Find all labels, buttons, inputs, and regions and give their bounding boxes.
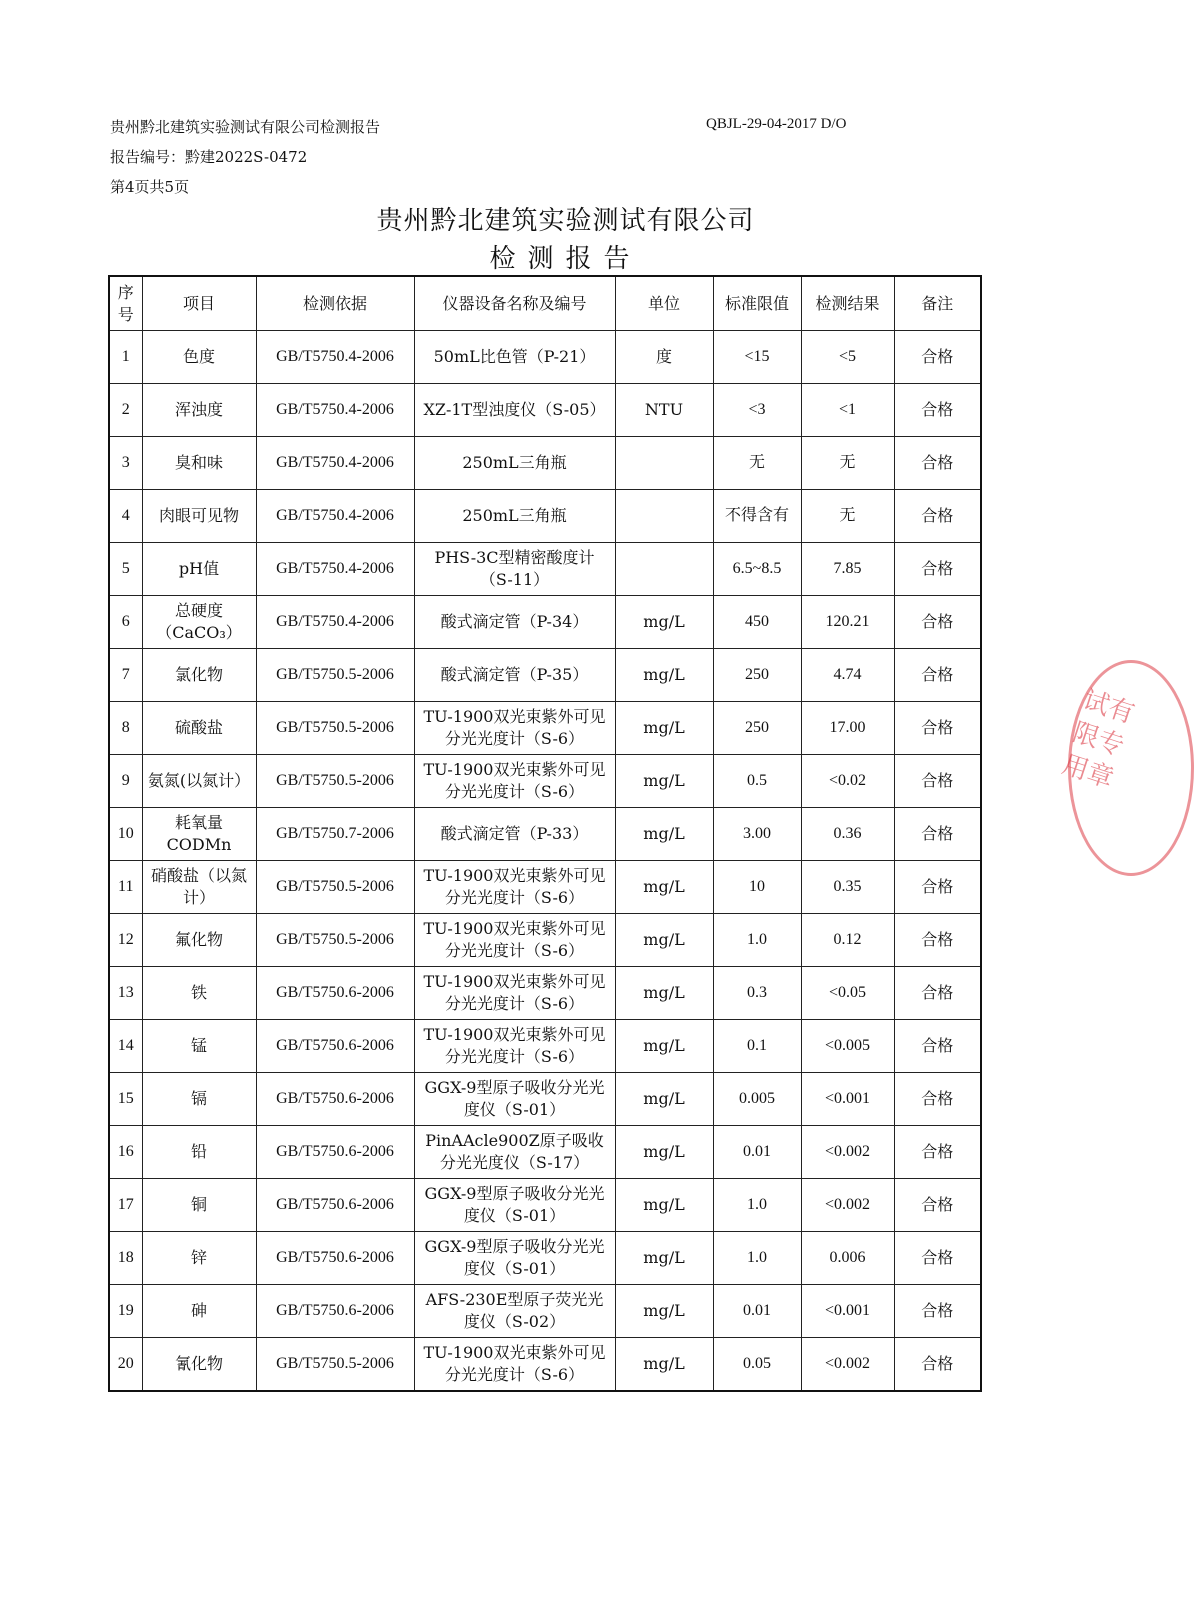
cell-item: 锰 xyxy=(142,1020,256,1073)
cell-item: 锌 xyxy=(142,1232,256,1285)
cell-basis: GB/T5750.7-2006 xyxy=(256,808,414,861)
cell-item: 肉眼可见物 xyxy=(142,490,256,543)
cell-limit: 1.0 xyxy=(713,914,801,967)
cell-instrument: XZ-1T型浊度仪（S-05） xyxy=(414,384,615,437)
cell-limit: 0.01 xyxy=(713,1285,801,1338)
cell-instrument: 250mL三角瓶 xyxy=(414,490,615,543)
cell-basis: GB/T5750.4-2006 xyxy=(256,543,414,596)
cell-result: <0.002 xyxy=(801,1338,894,1392)
table-row xyxy=(109,914,981,967)
table-row xyxy=(109,384,981,437)
cell-limit: 0.005 xyxy=(713,1073,801,1126)
cell-result: <1 xyxy=(801,384,894,437)
cell-basis: GB/T5750.4-2006 xyxy=(256,596,414,649)
cell-result: <0.02 xyxy=(801,755,894,808)
cell-result: <0.002 xyxy=(801,1179,894,1232)
cell-instrument: TU-1900双光束紫外可见分光光度计（S-6） xyxy=(414,861,615,914)
cell-result: 120.21 xyxy=(801,596,894,649)
table-row xyxy=(109,755,981,808)
cell-remark: 合格 xyxy=(894,1073,981,1126)
col-header-result: 检测结果 xyxy=(801,276,894,331)
cell-unit: mg/L xyxy=(615,1338,713,1392)
cell-remark: 合格 xyxy=(894,967,981,1020)
cell-limit: 0.05 xyxy=(713,1338,801,1392)
cell-instrument: TU-1900双光束紫外可见分光光度计（S-6） xyxy=(414,755,615,808)
title-company: 贵州黔北建筑实验测试有限公司 xyxy=(376,206,755,236)
cell-instrument: 50mL比色管（P-21） xyxy=(414,331,615,384)
table-row xyxy=(109,649,981,702)
cell-basis: GB/T5750.5-2006 xyxy=(256,755,414,808)
cell-seq: 4 xyxy=(109,490,142,543)
cell-unit xyxy=(615,437,713,490)
cell-seq: 19 xyxy=(109,1285,142,1338)
col-header-limit: 标准限值 xyxy=(713,276,801,331)
table-row xyxy=(109,1285,981,1338)
col-header-basis: 检测依据 xyxy=(256,276,414,331)
cell-limit: 0.1 xyxy=(713,1020,801,1073)
header-report-number: 报告编号：黔建2022S-0472 xyxy=(110,148,308,166)
cell-basis: GB/T5750.6-2006 xyxy=(256,1232,414,1285)
table-row xyxy=(109,967,981,1020)
cell-instrument: GGX-9型原子吸收分光光度仪（S-01） xyxy=(414,1232,615,1285)
cell-unit: mg/L xyxy=(615,1073,713,1126)
cell-basis: GB/T5750.4-2006 xyxy=(256,437,414,490)
cell-item: 硝酸盐（以氮计） xyxy=(142,861,256,914)
cell-result: 4.74 xyxy=(801,649,894,702)
cell-seq: 8 xyxy=(109,702,142,755)
cell-remark: 合格 xyxy=(894,808,981,861)
cell-instrument: 250mL三角瓶 xyxy=(414,437,615,490)
results-table xyxy=(108,275,982,1392)
cell-seq: 15 xyxy=(109,1073,142,1126)
cell-basis: GB/T5750.6-2006 xyxy=(256,967,414,1020)
cell-limit: <15 xyxy=(713,331,801,384)
cell-instrument: TU-1900双光束紫外可见分光光度计（S-6） xyxy=(414,702,615,755)
table-header-row xyxy=(109,276,981,331)
cell-seq: 11 xyxy=(109,861,142,914)
cell-item: pH值 xyxy=(142,543,256,596)
cell-instrument: PinAAcle900Z原子吸收分光光度仪（S-17） xyxy=(414,1126,615,1179)
cell-limit: 6.5~8.5 xyxy=(713,543,801,596)
table-row xyxy=(109,1179,981,1232)
cell-unit: mg/L xyxy=(615,1232,713,1285)
cell-result: 0.006 xyxy=(801,1232,894,1285)
cell-unit: mg/L xyxy=(615,1285,713,1338)
cell-result: <0.005 xyxy=(801,1020,894,1073)
table-row xyxy=(109,437,981,490)
cell-basis: GB/T5750.6-2006 xyxy=(256,1285,414,1338)
cell-remark: 合格 xyxy=(894,596,981,649)
cell-remark: 合格 xyxy=(894,649,981,702)
cell-remark: 合格 xyxy=(894,1126,981,1179)
table-row xyxy=(109,702,981,755)
cell-basis: GB/T5750.4-2006 xyxy=(256,331,414,384)
cell-unit: mg/L xyxy=(615,808,713,861)
cell-result: <0.001 xyxy=(801,1073,894,1126)
cell-unit: mg/L xyxy=(615,649,713,702)
cell-remark: 合格 xyxy=(894,702,981,755)
cell-unit xyxy=(615,543,713,596)
cell-instrument: TU-1900双光束紫外可见分光光度计（S-6） xyxy=(414,914,615,967)
cell-seq: 7 xyxy=(109,649,142,702)
table-row xyxy=(109,1020,981,1073)
cell-result: 0.12 xyxy=(801,914,894,967)
cell-seq: 5 xyxy=(109,543,142,596)
cell-result: 无 xyxy=(801,490,894,543)
cell-instrument: GGX-9型原子吸收分光光度仪（S-01） xyxy=(414,1179,615,1232)
cell-item: 氯化物 xyxy=(142,649,256,702)
cell-instrument: 酸式滴定管（P-34） xyxy=(414,596,615,649)
cell-instrument: TU-1900双光束紫外可见分光光度计（S-6） xyxy=(414,1020,615,1073)
cell-remark: 合格 xyxy=(894,1179,981,1232)
seal-text: 试有限专用章 xyxy=(1058,685,1139,795)
cell-item: 铁 xyxy=(142,967,256,1020)
cell-result: <0.002 xyxy=(801,1126,894,1179)
cell-item: 硫酸盐 xyxy=(142,702,256,755)
cell-unit: 度 xyxy=(615,331,713,384)
table-row xyxy=(109,543,981,596)
cell-limit: 250 xyxy=(713,702,801,755)
cell-unit: mg/L xyxy=(615,755,713,808)
cell-item: 镉 xyxy=(142,1073,256,1126)
cell-remark: 合格 xyxy=(894,755,981,808)
cell-seq: 9 xyxy=(109,755,142,808)
cell-limit: 10 xyxy=(713,861,801,914)
cell-unit: mg/L xyxy=(615,1020,713,1073)
cell-basis: GB/T5750.5-2006 xyxy=(256,649,414,702)
cell-seq: 20 xyxy=(109,1338,142,1392)
cell-item: 臭和味 xyxy=(142,437,256,490)
cell-seq: 1 xyxy=(109,331,142,384)
cell-unit: mg/L xyxy=(615,1179,713,1232)
cell-item: 铅 xyxy=(142,1126,256,1179)
cell-item: 浑浊度 xyxy=(142,384,256,437)
table-row xyxy=(109,596,981,649)
cell-seq: 16 xyxy=(109,1126,142,1179)
cell-result: 0.35 xyxy=(801,861,894,914)
cell-instrument: TU-1900双光束紫外可见分光光度计（S-6） xyxy=(414,1338,615,1392)
cell-remark: 合格 xyxy=(894,331,981,384)
cell-seq: 18 xyxy=(109,1232,142,1285)
table-row xyxy=(109,861,981,914)
col-header-seq: 序号 xyxy=(109,276,142,331)
cell-instrument: AFS-230E型原子荧光光度仪（S-02） xyxy=(414,1285,615,1338)
col-header-unit: 单位 xyxy=(615,276,713,331)
cell-remark: 合格 xyxy=(894,914,981,967)
cell-result: 无 xyxy=(801,437,894,490)
cell-unit: mg/L xyxy=(615,702,713,755)
cell-seq: 3 xyxy=(109,437,142,490)
col-header-remark: 备注 xyxy=(894,276,981,331)
table-row xyxy=(109,490,981,543)
cell-item: 氟化物 xyxy=(142,914,256,967)
cell-seq: 14 xyxy=(109,1020,142,1073)
cell-basis: GB/T5750.5-2006 xyxy=(256,702,414,755)
cell-basis: GB/T5750.6-2006 xyxy=(256,1126,414,1179)
header-company-report: 贵州黔北建筑实验测试有限公司检测报告 xyxy=(110,118,381,136)
cell-basis: GB/T5750.5-2006 xyxy=(256,1338,414,1392)
col-header-instrument: 仪器设备名称及编号 xyxy=(414,276,615,331)
cell-limit: 450 xyxy=(713,596,801,649)
table-row xyxy=(109,331,981,384)
cell-item: 色度 xyxy=(142,331,256,384)
cell-unit xyxy=(615,490,713,543)
table-row xyxy=(109,1338,981,1392)
cell-remark: 合格 xyxy=(894,861,981,914)
cell-seq: 17 xyxy=(109,1179,142,1232)
cell-remark: 合格 xyxy=(894,1338,981,1392)
cell-unit: NTU xyxy=(615,384,713,437)
cell-limit: 1.0 xyxy=(713,1179,801,1232)
cell-result: 17.00 xyxy=(801,702,894,755)
cell-result: 0.36 xyxy=(801,808,894,861)
cell-result: <0.001 xyxy=(801,1285,894,1338)
cell-item: 铜 xyxy=(142,1179,256,1232)
cell-limit: 3.00 xyxy=(713,808,801,861)
cell-limit: 0.01 xyxy=(713,1126,801,1179)
table-row xyxy=(109,808,981,861)
cell-limit: 不得含有 xyxy=(713,490,801,543)
cell-limit: 250 xyxy=(713,649,801,702)
cell-seq: 2 xyxy=(109,384,142,437)
title-report: 检测报告 xyxy=(489,244,642,274)
cell-instrument: 酸式滴定管（P-35） xyxy=(414,649,615,702)
cell-remark: 合格 xyxy=(894,1020,981,1073)
cell-seq: 6 xyxy=(109,596,142,649)
cell-remark: 合格 xyxy=(894,1232,981,1285)
cell-unit: mg/L xyxy=(615,596,713,649)
cell-instrument: GGX-9型原子吸收分光光度仪（S-01） xyxy=(414,1073,615,1126)
cell-basis: GB/T5750.5-2006 xyxy=(256,914,414,967)
header-page-number: 第4页共5页 xyxy=(110,178,190,196)
cell-result: <5 xyxy=(801,331,894,384)
cell-instrument: PHS-3C型精密酸度计（S-11） xyxy=(414,543,615,596)
cell-item: 耗氧量CODMn xyxy=(142,808,256,861)
cell-seq: 12 xyxy=(109,914,142,967)
cell-remark: 合格 xyxy=(894,490,981,543)
cell-limit: <3 xyxy=(713,384,801,437)
cell-limit: 无 xyxy=(713,437,801,490)
cell-remark: 合格 xyxy=(894,543,981,596)
cell-item: 总硬度（CaCO₃） xyxy=(142,596,256,649)
cell-item: 砷 xyxy=(142,1285,256,1338)
cell-result: <0.05 xyxy=(801,967,894,1020)
cell-limit: 0.3 xyxy=(713,967,801,1020)
cell-item: 氨氮(以氮计） xyxy=(142,755,256,808)
col-header-item: 项目 xyxy=(142,276,256,331)
cell-basis: GB/T5750.6-2006 xyxy=(256,1073,414,1126)
cell-limit: 0.5 xyxy=(713,755,801,808)
table-row xyxy=(109,1126,981,1179)
cell-remark: 合格 xyxy=(894,437,981,490)
cell-unit: mg/L xyxy=(615,1126,713,1179)
header-document-code: QBJL-29-04-2017 D/O xyxy=(706,116,847,132)
cell-instrument: TU-1900双光束紫外可见分光光度计（S-6） xyxy=(414,967,615,1020)
cell-limit: 1.0 xyxy=(713,1232,801,1285)
cell-remark: 合格 xyxy=(894,384,981,437)
cell-instrument: 酸式滴定管（P-33） xyxy=(414,808,615,861)
cell-item: 氰化物 xyxy=(142,1338,256,1392)
cell-basis: GB/T5750.6-2006 xyxy=(256,1020,414,1073)
cell-result: 7.85 xyxy=(801,543,894,596)
cell-basis: GB/T5750.5-2006 xyxy=(256,861,414,914)
cell-basis: GB/T5750.6-2006 xyxy=(256,1179,414,1232)
table-row xyxy=(109,1073,981,1126)
cell-unit: mg/L xyxy=(615,914,713,967)
cell-seq: 13 xyxy=(109,967,142,1020)
table-row xyxy=(109,1232,981,1285)
cell-basis: GB/T5750.4-2006 xyxy=(256,384,414,437)
cell-seq: 10 xyxy=(109,808,142,861)
cell-basis: GB/T5750.4-2006 xyxy=(256,490,414,543)
cell-unit: mg/L xyxy=(615,967,713,1020)
cell-unit: mg/L xyxy=(615,861,713,914)
cell-remark: 合格 xyxy=(894,1285,981,1338)
